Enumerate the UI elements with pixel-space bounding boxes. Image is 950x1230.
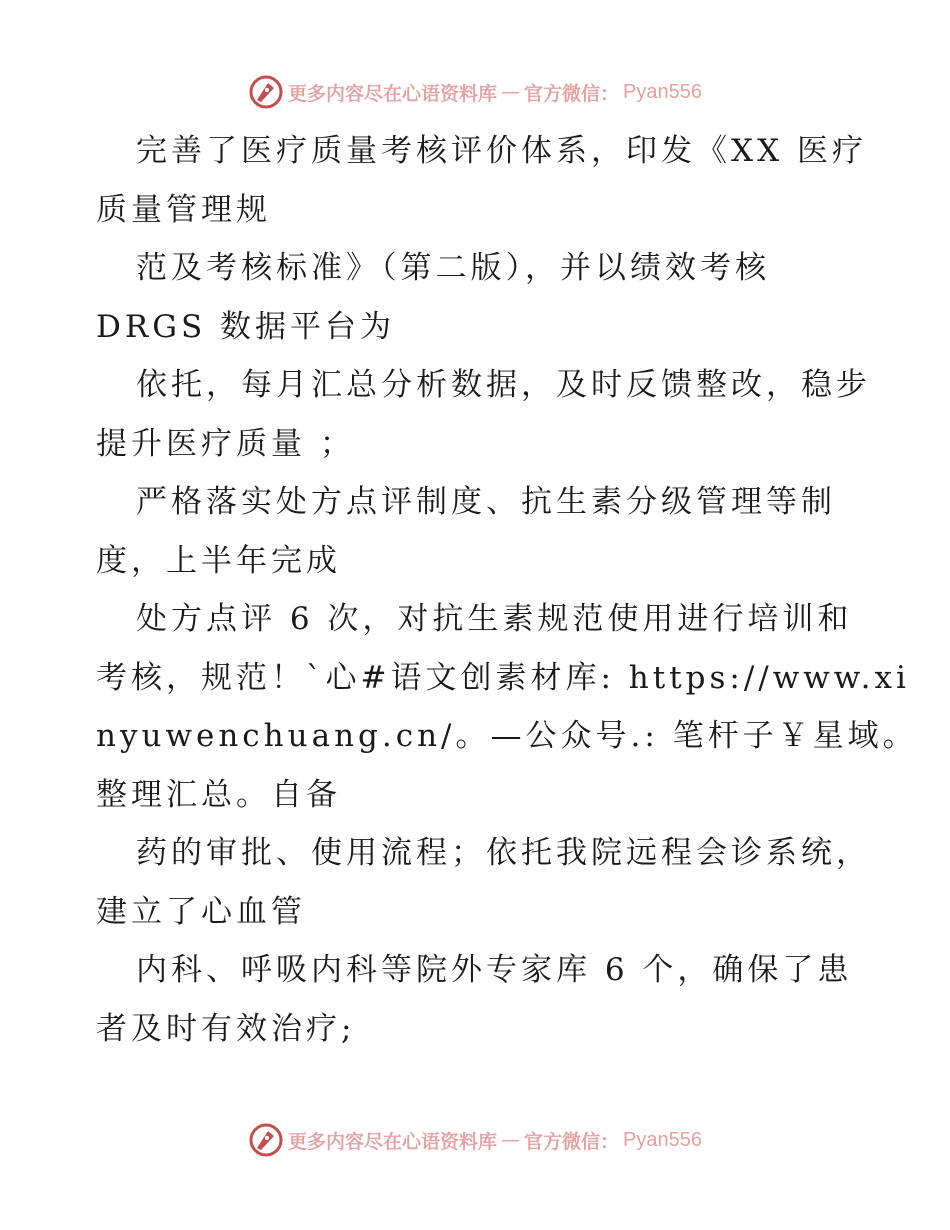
text-line: 者及时有效治疗;	[96, 1010, 356, 1047]
pen-nib-logo	[248, 1122, 284, 1158]
text-line: DRGS 数据平台为	[96, 308, 396, 345]
text-line: 药的审批、使用流程；依托我院远程会诊系统，	[136, 835, 871, 871]
watermark-wechat-label: 官方微信：	[524, 82, 620, 105]
text-line: nyuwenchuang.cn/。—公众号.: 笔杆子￥星域。	[96, 718, 918, 754]
watermark-wechat-label: 官方微信：	[524, 1130, 620, 1153]
text-line: 范及考核标准》（第二版），并以绩效考核	[136, 250, 770, 286]
text-line: 内科、呼吸内科等院外专家库 6 个，确保了患	[136, 952, 853, 988]
text-line: 考核，规范！`心#语文创素材库: https://www.xi	[96, 659, 910, 696]
body-text	[96, 122, 918, 1058]
text-line: 度，上半年完成	[96, 542, 341, 579]
watermark-separator: —	[501, 1129, 521, 1151]
text-line: 严格落实处方点评制度、抗生素分级管理等制	[136, 484, 836, 520]
watermark-title: 更多内容尽在心语资料库	[288, 1130, 498, 1153]
text-line: 整理汇总。自备	[96, 776, 341, 813]
watermark-title: 更多内容尽在心语资料库	[288, 82, 498, 105]
text-line: 建立了心血管	[96, 893, 306, 930]
header-watermark	[0, 72, 950, 112]
text-line: 提升医疗质量 ；	[96, 425, 355, 462]
text-line: 处方点评 6 次，对抗生素规范使用进行培训和	[136, 601, 853, 637]
text-line: 完善了医疗质量考核评价体系，印发《XX 医疗	[136, 133, 867, 169]
footer-watermark	[0, 1120, 950, 1160]
text-line: 质量管理规	[96, 191, 271, 228]
text-line: 依托，每月汇总分析数据，及时反馈整改，稳步	[136, 367, 871, 403]
pen-nib-logo	[248, 74, 284, 110]
watermark-separator: —	[501, 81, 521, 103]
watermark-wechat-id: Pyan556	[623, 80, 702, 103]
watermark-wechat-id: Pyan556	[623, 1128, 702, 1151]
